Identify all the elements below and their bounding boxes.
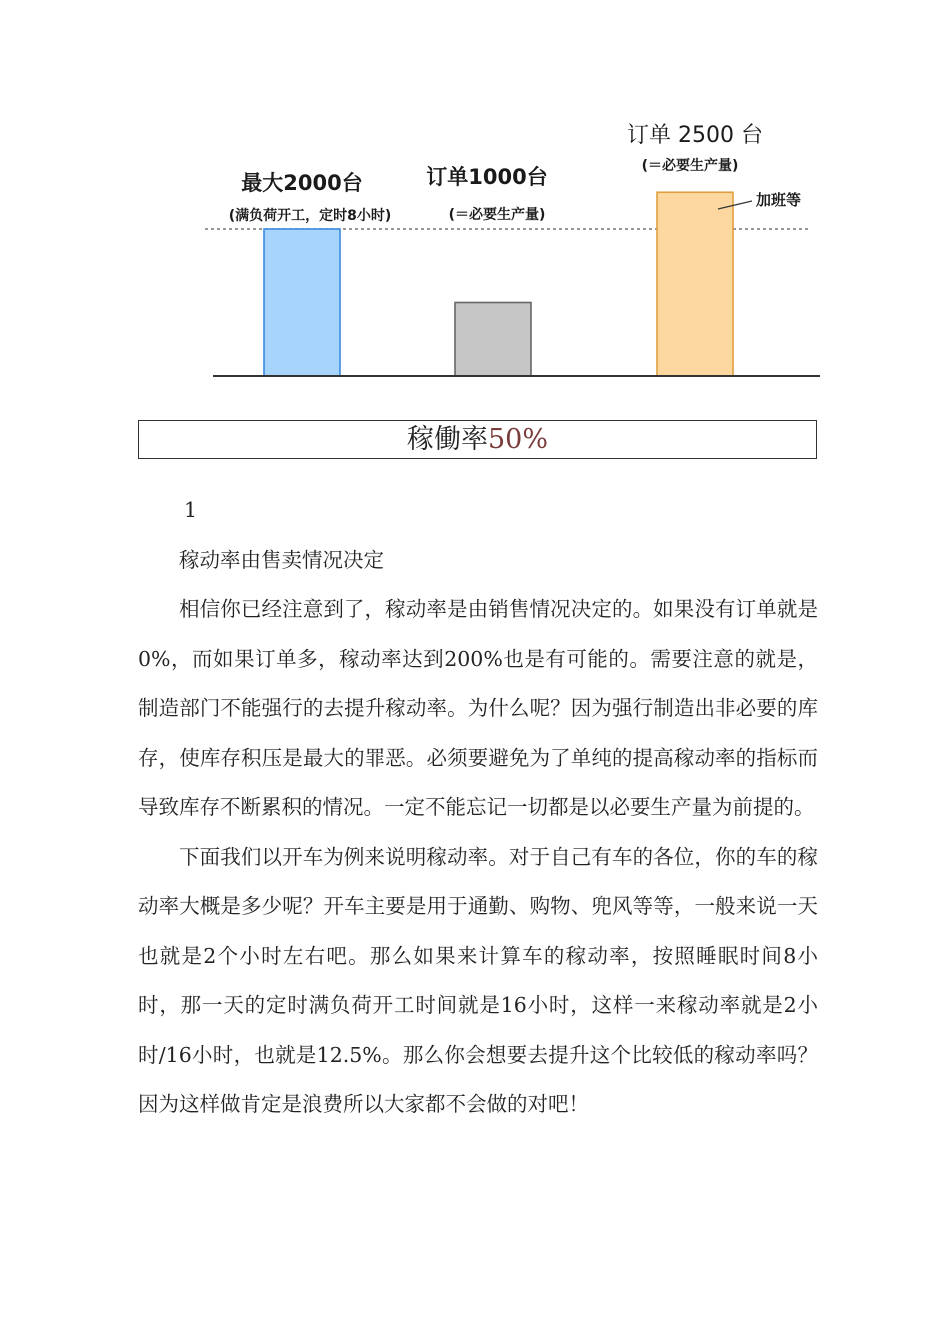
utilization-caption	[138, 420, 817, 459]
section-heading: 稼动率由售卖情况决定	[179, 547, 384, 572]
paragraph: 下面我们以开车为例来说明稼动率。对于自己有车的各位，你的车的稼动率大概是多少呢？开车主要是用于通勤、购物、兜风等等，一般来说一天也就是2个小时左右吧。那么如果来计算车的稼动率，按照睡眠时间8小时，那一天的定时满负荷开工时间就是16小时，这样一来稼动率就是2小时/16小时，也就是12.5%。那么你会想要去提升这个比较低的稼动率吗？因为这样做肯定是浪费所以大家都不会做的对吧！	[138, 844, 818, 1116]
caption-label: 稼働率	[406, 424, 488, 455]
document-body	[138, 486, 818, 1130]
page-number: 1	[184, 498, 198, 522]
bar-order-1000-subtitle: (＝必要生产量)	[448, 207, 546, 223]
bar-max-capacity	[264, 229, 340, 376]
bar-max-capacity-title: 最大2000台	[241, 171, 363, 195]
bar-max-capacity-subtitle: (满负荷开工，定时8小时)	[228, 208, 392, 224]
bar-order-2500	[657, 192, 733, 376]
paragraph: 相信你已经注意到了，稼动率是由销售情况决定的。如果没有订单就是0%，而如果订单多，稼动率达到200%也是有可能的。需要注意的就是，制造部门不能强行的去提升稼动率。为什么呢？因为强行制造出非必要的库存，使库存积压是最大的罪恶。必须要避免为了单纯的提高稼动率的指标而导致库存不断累积的情况。一定不能忘记一切都是以必要生产量为前提的。	[138, 597, 818, 819]
bar-order-2500-subtitle: (＝必要生产量)	[641, 158, 739, 174]
bar-order-1000	[455, 303, 531, 377]
bar-order-1000-title: 订单1000台	[426, 165, 548, 189]
overtime-annotation: 加班等	[756, 191, 802, 209]
caption-value: 50%	[487, 424, 548, 455]
capacity-bar-chart	[0, 0, 950, 400]
bar-order-2500-title: 订单 2500 台	[627, 123, 763, 148]
